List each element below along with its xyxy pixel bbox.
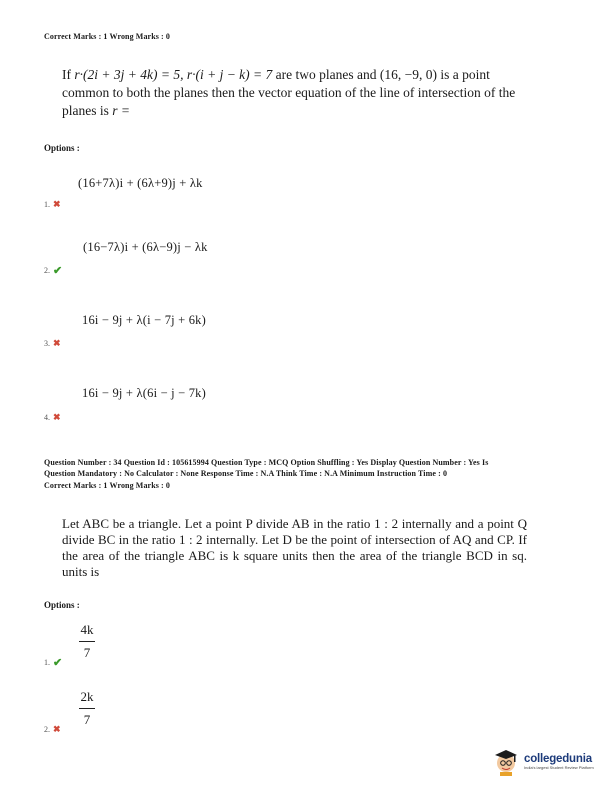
marks-line-prev: Correct Marks : 1 Wrong Marks : 0 xyxy=(44,32,171,41)
option-2-number[interactable]: 2. ✔ xyxy=(44,265,63,277)
question-text: Let ABC be a triangle. Let a point P divide AB in the ratio 1 : 2 internally and a point Q divide BC in the ratio 1 : 2 internally. Let D be the point of intersection of AQ and CP. If the area of the triangle ABC is k square units then the area of the triangle BCD in sq. units is xyxy=(62,516,527,579)
question-meta-line-1: Question Number : 34 Question Id : 105615994 Question Type : MCQ Option Shuffling : Yes Display Question Number : Yes Is xyxy=(44,458,489,467)
wrong-icon: ✖ xyxy=(53,412,61,422)
option-4-number[interactable]: 4. ✖ xyxy=(44,412,61,422)
option-3-number[interactable]: 3. ✖ xyxy=(44,338,61,348)
option-1-text: (16+7λ)i + (6λ+9)j + λk xyxy=(78,176,203,190)
fraction-bar xyxy=(79,708,95,709)
numerator: 2k xyxy=(80,689,94,704)
mascot-icon xyxy=(492,746,520,776)
plane-equation-2: r·(i + j − k) = 7 xyxy=(186,67,273,82)
option-1-fraction xyxy=(76,622,98,661)
wrong-icon: ✖ xyxy=(53,199,61,209)
question-line-1: If r·(2i + 3j + 4k) = 5, r·(i + j − k) = 7 are two planes and (16, −9, 0) is a point xyxy=(62,67,490,82)
option-2-number[interactable]: 2. ✖ xyxy=(44,724,61,734)
options-label: Options : xyxy=(44,600,80,610)
option-3-text: 16i − 9j + λ(i − 7j + 6k) xyxy=(82,313,206,327)
options-label-prev: Options : xyxy=(44,143,80,153)
question-text-prev xyxy=(62,66,532,120)
plane-equation-1: r·(2i + 3j + 4k) = 5, xyxy=(74,67,184,82)
numerator: 4k xyxy=(80,622,94,637)
denominator: 7 xyxy=(83,645,91,660)
question-line-2: common to both the planes then the vector equation of the line of intersection of the xyxy=(62,85,516,100)
logo-tagline: India's largest Student Review Platform xyxy=(524,764,594,770)
correct-icon: ✔ xyxy=(53,657,63,669)
wrong-icon: ✖ xyxy=(53,338,61,348)
question-meta-line-2: Question Mandatory : No Calculator : None Response Time : N.A Think Time : N.A Minimum Instruction Time : 0 xyxy=(44,469,448,478)
marks-line-current: Correct Marks : 1 Wrong Marks : 0 xyxy=(44,481,171,490)
collegedunia-logo xyxy=(492,744,604,778)
correct-icon: ✔ xyxy=(53,265,63,277)
option-2-text: (16−7λ)i + (6λ−9)j − λk xyxy=(83,240,208,254)
option-1-number[interactable]: 1. ✔ xyxy=(44,657,63,669)
denominator: 7 xyxy=(83,712,91,727)
logo-name: collegedunia xyxy=(524,752,592,765)
fraction-bar xyxy=(79,641,95,642)
question-line-3: planes is r = xyxy=(62,103,130,118)
option-1-number[interactable]: 1. ✖ xyxy=(44,199,61,209)
option-2-fraction xyxy=(76,689,98,728)
wrong-icon: ✖ xyxy=(53,724,61,734)
option-4-text: 16i − 9j + λ(6i − j − 7k) xyxy=(82,386,206,400)
